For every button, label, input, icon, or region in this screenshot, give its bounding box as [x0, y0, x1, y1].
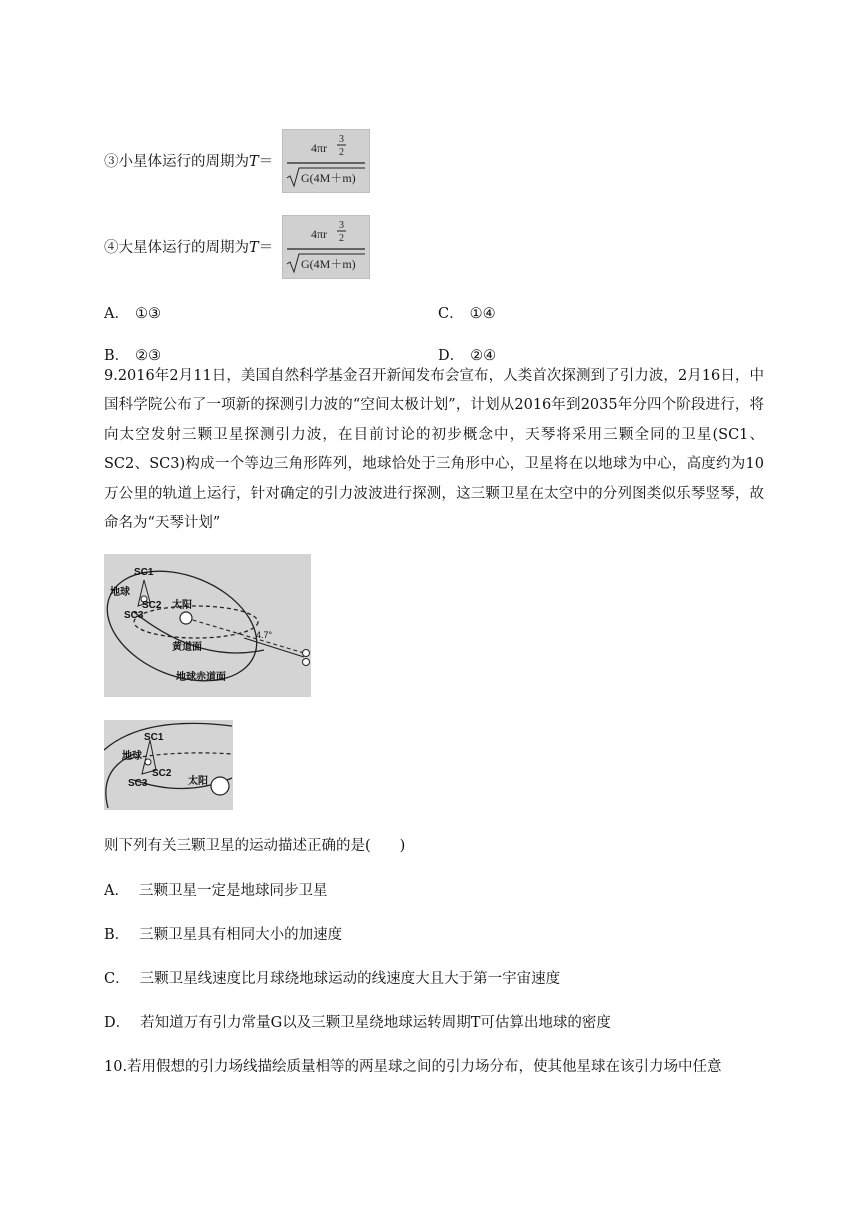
option-c-text: ①④: [469, 306, 496, 322]
formula-image-3: [282, 129, 370, 193]
q9-option-d[interactable]: [104, 1011, 611, 1032]
question-9-prompt: 则下列有关三颗卫星的运动描述正确的是( ): [104, 838, 406, 854]
option-d-text: ②④: [470, 348, 497, 364]
angle-label: 4.7°: [256, 630, 273, 640]
formula-exp-den: 2: [339, 233, 344, 244]
formula-numerator: 4πr: [311, 227, 328, 241]
equator-label: 地球赤道面: [176, 672, 226, 683]
formula-exp-num: 3: [339, 134, 344, 145]
option-d-label: D．: [438, 348, 465, 364]
formula-denominator: G(4M＋m): [301, 257, 356, 271]
q9-option-c-text: 三颗卫星线速度比月球绕地球运动的线速度大且大于第一宇宙速度: [139, 971, 561, 987]
figure-orbit-2: [104, 720, 233, 810]
equals-sign: ＝: [258, 240, 274, 256]
sc2-label: SC2: [142, 600, 162, 611]
equals-sign: ＝: [258, 154, 274, 170]
question-9-stem: 9.2016年2月11日，美国自然科学基金召开新闻发布会宣布，人类首次探测到了引力波，2月16日，中国科学院公布了一项新的探测引力波的“空间太极计划”，计划从2016年到2035年分四个阶段进行，将向太空发射三颗卫星探测引力波，在目前讨论的初步概念中，天琴将采用三颗全同的卫星(SC1、SC2、SC3)构成一个等边三角形阵列，地球恰处于三角形中心，卫星将在以地球为中心，高度约为10万公里的轨道上运行，针对确定的引力波波进行探测，这三颗卫星在太空中的分列图类似乐琴竖琴，故命名为“天琴计划”: [104, 368, 764, 532]
earth-label: 地球: [110, 587, 130, 598]
sc1-label: SC1: [144, 732, 164, 743]
item-3-text: ③小星体运行的周期为: [104, 154, 249, 170]
formula-numerator: 4πr: [311, 141, 328, 155]
q9-option-c[interactable]: [104, 967, 560, 988]
formula-denominator: G(4M＋m): [301, 171, 356, 185]
formula-exp-den: 2: [339, 147, 344, 158]
option-c[interactable]: [438, 302, 496, 323]
option-a-text: ①③: [134, 306, 161, 322]
question-10-stem: 10.若用假想的引力场线描绘质量相等的两星球之间的引力场分布，使其他星球在该引力场中任意: [104, 1059, 722, 1075]
sun-label: 太阳: [172, 600, 192, 611]
q9-option-b-label: B．: [104, 927, 130, 943]
option-b-text: ②③: [135, 348, 162, 364]
q9-option-b-text: 三颗卫星具有相同大小的加速度: [139, 927, 343, 943]
ecliptic-label: 黄道面: [172, 642, 202, 653]
sun-label: 太阳: [188, 776, 208, 787]
item-3: [104, 150, 273, 171]
period-symbol: T: [249, 240, 259, 256]
item-4: [104, 236, 273, 257]
earth-label: 地球: [122, 751, 142, 762]
option-a-label: A．: [104, 306, 129, 322]
sc3-label: SC3: [128, 778, 148, 789]
q9-option-b[interactable]: [104, 923, 342, 944]
q9-option-d-label: D．: [104, 1015, 131, 1031]
sc2-label: SC2: [152, 768, 172, 779]
sc3-label: SC3: [124, 610, 144, 621]
option-c-label: C．: [438, 306, 464, 322]
item-4-text: ④大星体运行的周期为: [104, 240, 249, 256]
q9-option-c-label: C．: [104, 971, 130, 987]
q9-option-a[interactable]: [104, 879, 327, 900]
formula-image-4: [282, 215, 370, 279]
option-b-label: B．: [104, 348, 130, 364]
option-a[interactable]: [104, 302, 161, 323]
q9-option-a-label: A．: [104, 883, 129, 899]
sc1-label: SC1: [134, 567, 154, 578]
q9-option-a-text: 三颗卫星一定是地球同步卫星: [138, 883, 328, 899]
period-symbol: T: [249, 154, 259, 170]
formula-exp-num: 3: [339, 220, 344, 231]
q9-option-d-text: 若知道万有引力常量G以及三颗卫星绕地球运转周期T可估算出地球的密度: [140, 1015, 611, 1031]
figure-orbit-1: [104, 554, 311, 697]
